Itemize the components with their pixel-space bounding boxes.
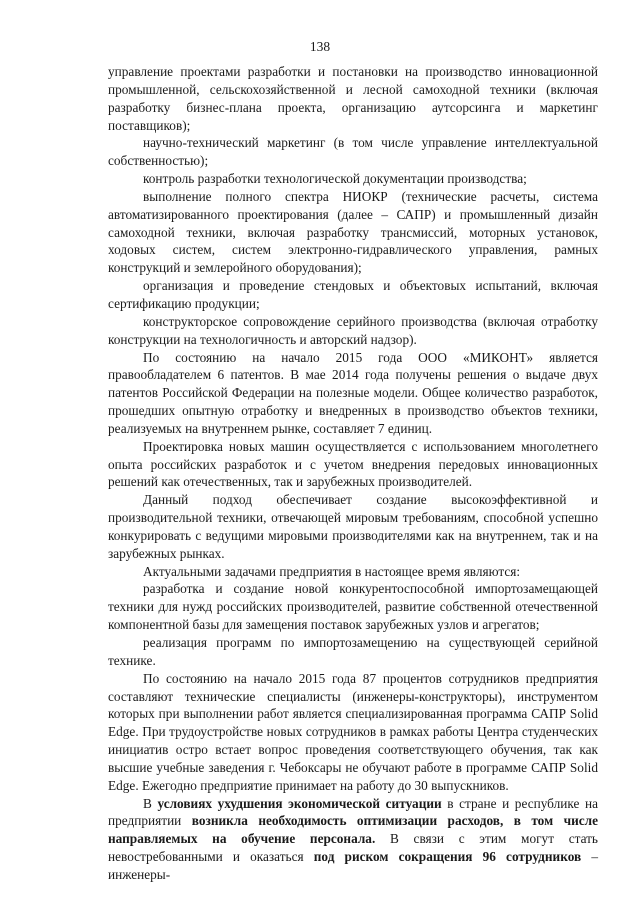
paragraph-1: управление проектами разработки и постановки на производство инновационной промышленной, сельскохозяйственной и лесной самоходной техники (включая разработку бизнес-плана проекта, организацию аутсорсинга и маркетинг поставщиков); [108,64,598,133]
final-bold-2: возникла необходимость оптимизации расходов, в том числе направляемых на обучение персонала. [108,813,598,847]
paragraph-7: По состоянию на начало 2015 года ООО «МИКОНТ» является правообладателем 6 патентов. В мае 2014 года получены решения о выдаче двух патентов Российской Федерации на полезные модели. Общее количество разработок, прошедших опытную отработку и внедренных в производство объектов техники, реализуемых на внутреннем рынке, составляет 7 единиц. [108,349,598,436]
final-text-3: В связи с этим могут стать невостребованными и оказаться [108,831,599,865]
final-bold-3: под риском сокращения 96 сотрудников [313,849,582,865]
paragraph-14 [108,795,598,884]
final-text-2: в стране и республике на предприятии [108,795,598,829]
final-bold-1: условиях ухудшения экономической ситуации [157,795,442,811]
paragraph-9: Данный подход обеспечивает создание высокоэффективной и производительной техники, отвечающей мировым требованиям, способной успешно конкурировать с ведущими мировыми производителями как на внутреннем, так и на зарубежных рынках. [108,492,598,561]
paragraph-10: Актуальными задачами предприятия в настоящее время являются: [143,563,521,579]
paragraph-8: Проектировка новых машин осуществляется с использованием многолетнего опыта российских разработок и с учетом внедрения передовых инновационных решений как отечественных, так и зарубежных производителей. [108,438,598,490]
paragraph-4: выполнение полного спектра НИОКР (технические расчеты, система автоматизированного проектирования (далее – САПР) и промышленный дизайн самоходной техники, включая разработку трансмиссий, моторных установок, ходовых систем, систем электронно-гидравлического управления, рамных конструкций и землеройного оборудования); [108,188,598,276]
paragraph-13: По состоянию на начало 2015 года 87 процентов сотрудников предприятия составляют технические специалисты (инженеры-конструкторы), инструментом которых при выполнении работ является специализированная программа САПР Solid Edge. При трудоустройстве новых сотрудников в рамках работы Центра студенческих инициатив остро встает вопрос проведения соответствующего обучения, так как высшие учебные заведения г. Чебоксары не обучают работе в программе САПР Solid Edge. Ежегодно предприятие принимает на работу до 30 выпускников. [108,670,598,793]
final-text-1: В [143,795,158,811]
paragraph-12: реализация программ по импортозамещению на существующей серийной технике. [108,635,598,668]
paragraph-6: конструкторское сопровождение серийного производства (включая отработку конструкции на технологичность и авторский надзор). [108,313,598,347]
page-number: 138 [309,39,331,54]
paragraph-5: организация и проведение стендовых и объектовых испытаний, включая сертификацию продукции; [108,278,598,311]
final-text-4: – инженеры- [108,849,598,882]
paragraph-3: контроль разработки технологической документации производства; [143,171,527,187]
paragraph-2: научно-технический маркетинг (в том числе управление интеллектуальной собственностью); [108,135,598,169]
paragraph-11: разработка и создание новой конкурентоспособной импортозамещающей техники для нужд российских производителей, развитие собственной отечественной компонентной базы для замещения поставок зарубежных узлов и агрегатов; [108,581,598,633]
document-body [108,63,598,884]
